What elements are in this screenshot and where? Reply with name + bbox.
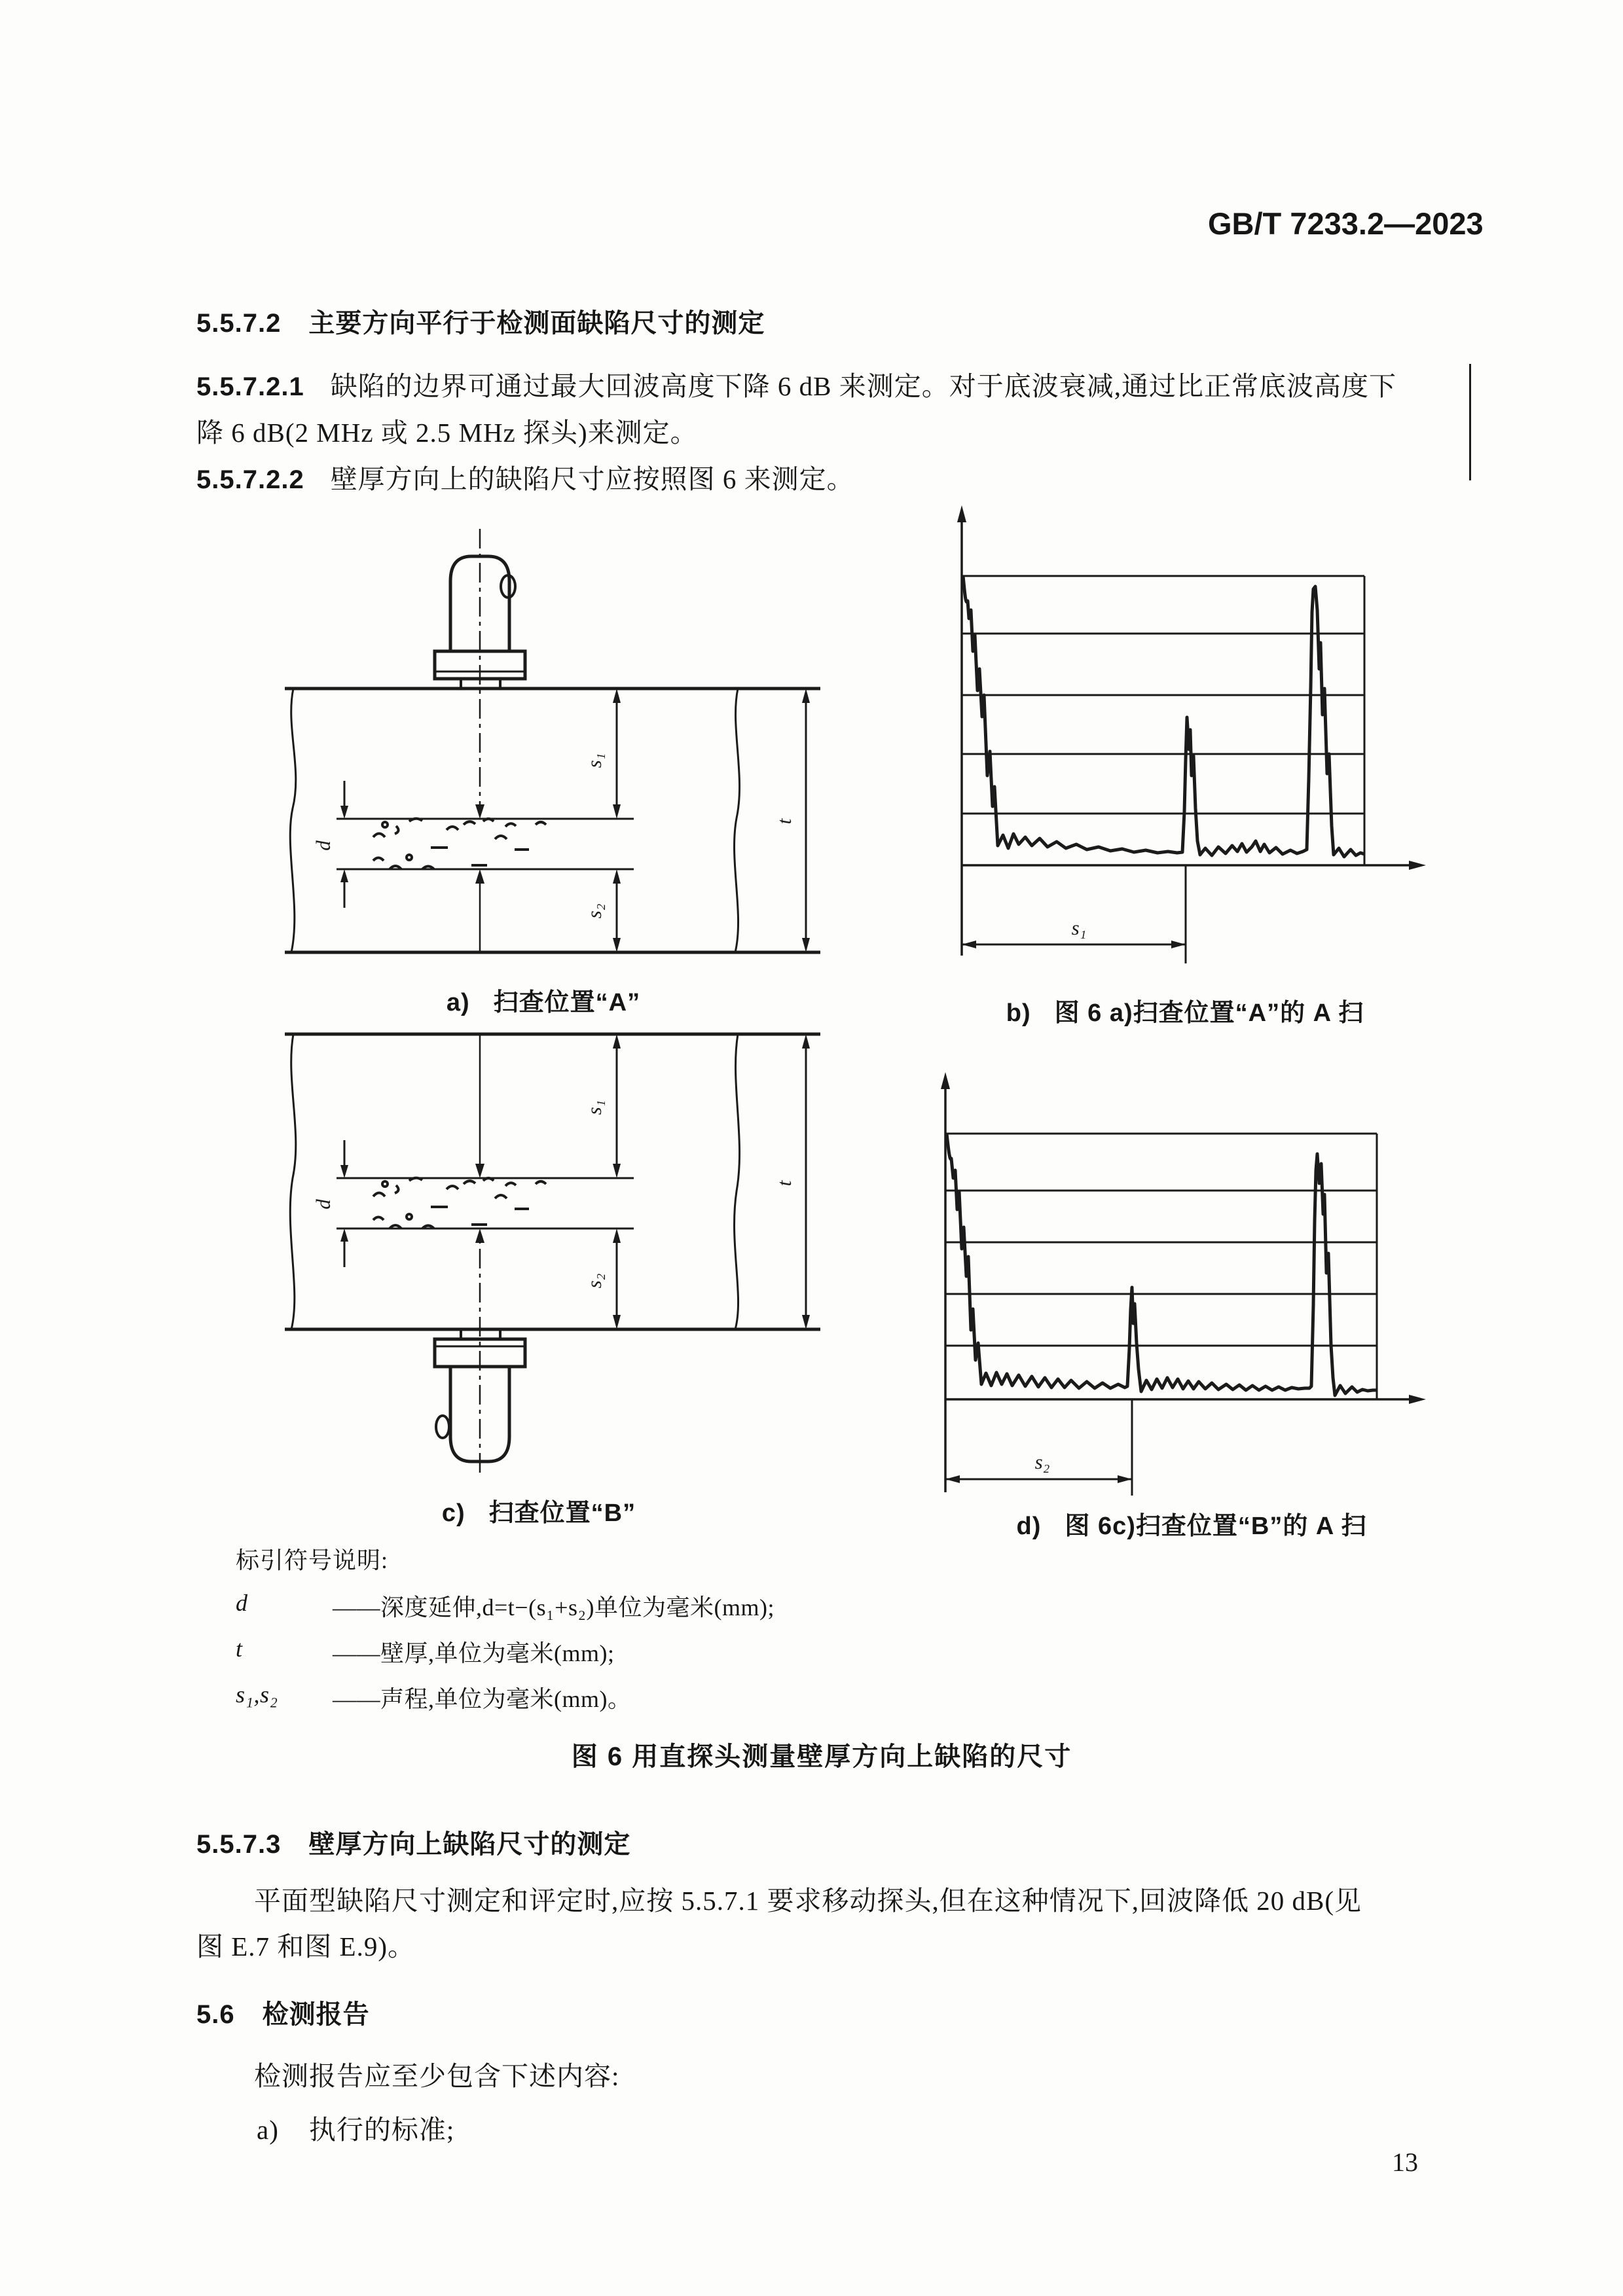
paragraph-text: 壁厚方向上的缺陷尺寸应按照图 6 来测定。 [330, 464, 854, 494]
heading-5-6 [196, 1994, 370, 2031]
subfigure-a-drawing [275, 517, 851, 975]
s1-dimension [962, 916, 1186, 948]
t-label: t [773, 1180, 795, 1187]
list-item-tag: a) [257, 2115, 279, 2145]
clause-number: 5.5.7.3 [196, 1830, 282, 1859]
ascan-grid [962, 576, 1364, 865]
y-axis-arrow-icon [957, 505, 966, 522]
caption-subfigure-d [1017, 1505, 1367, 1541]
d-dimension [312, 781, 348, 908]
s2-dimension [945, 1450, 1132, 1483]
caption-tag: b) [1006, 999, 1031, 1027]
s1-dimension [583, 1034, 621, 1178]
d-label: d [312, 840, 335, 851]
left-break-edge [290, 1034, 296, 1329]
x-axis-arrow-icon [1409, 1395, 1426, 1404]
paragraph-5-5-7-2-2 [196, 463, 854, 495]
caption-subfigure-b [1006, 992, 1364, 1028]
caption-subfigure-a [447, 982, 640, 1018]
s1-label: s₁ [1071, 916, 1087, 939]
header-doc-code: GB/T 7233.2—2023 [1208, 206, 1484, 241]
s2-label: s₂ [583, 1273, 606, 1289]
t-dimension [773, 689, 810, 952]
ascan-trace [947, 1134, 1377, 1395]
clause-number: 5.6 [196, 2000, 235, 2029]
s2-dimension [583, 869, 621, 952]
change-bar [1469, 364, 1471, 480]
material-section [285, 1034, 820, 1329]
page-number: 13 [1392, 2147, 1418, 2177]
clause-title: 检测报告 [262, 2000, 370, 2029]
left-break-edge [290, 689, 296, 952]
legend-row-d [236, 1589, 775, 1623]
clause-title: 壁厚方向上缺陷尺寸的测定 [308, 1830, 631, 1859]
subfigure-c-drawing [275, 1021, 851, 1479]
y-axis-arrow-icon [941, 1072, 950, 1089]
heading-5-5-7-2 [196, 302, 765, 340]
caption-text: 图 6c)扫查位置“B”的 A 扫 [1065, 1513, 1367, 1540]
legend-desc: ——壁厚,单位为毫米(mm); [333, 1640, 615, 1666]
paragraph-5-5-7-2-1-line2: 降 6 dB(2 MHz 或 2.5 MHz 探头)来测定。 [196, 418, 698, 448]
s2-label: s₂ [583, 903, 606, 919]
caption-tag: d) [1016, 1513, 1042, 1540]
right-break-edge [735, 689, 740, 952]
t-label: t [773, 818, 795, 825]
defect-marks [373, 819, 546, 869]
clause-number: 5.5.7.2.2 [196, 465, 304, 494]
legend-title: 标引符号说明: [236, 1547, 389, 1573]
paragraph-5-5-7-3-line1: 平面型缺陷尺寸测定和评定时,应按 5.5.7.1 要求移动探头,但在这种情况下,回波降低 20 dB(见 [254, 1886, 1362, 1916]
caption-tag: a) [446, 989, 470, 1016]
s2-dimension [583, 1229, 621, 1329]
clause-title: 主要方向平行于检测面缺陷尺寸的测定 [308, 309, 765, 338]
caption-tag: c) [441, 1499, 465, 1527]
defect-marks [373, 1178, 546, 1229]
caption-text: 图 6 a)扫查位置“A”的 A 扫 [1054, 999, 1364, 1027]
ascan-trace [963, 576, 1364, 857]
axes [941, 1072, 1426, 1492]
right-break-edge [735, 1034, 740, 1329]
paragraph-5-5-7-2-1-line1 [196, 370, 1396, 403]
figure-6-caption: 图 6 用直探头测量壁厚方向上缺陷的尺寸 [571, 1742, 1072, 1771]
legend-desc: ——声程,单位为毫米(mm)。 [333, 1686, 632, 1712]
caption-subfigure-c [442, 1492, 636, 1528]
paragraph-5-5-7-3-line2: 图 E.7 和图 E.9)。 [196, 1931, 415, 1962]
list-item-text: 执行的标准; [308, 2115, 455, 2145]
legend-row-s [236, 1681, 631, 1714]
subfigure-b-ascan [930, 497, 1427, 982]
d-dimension [312, 1140, 348, 1267]
legend-symbol: s₁,s₂ [236, 1681, 278, 1708]
d-label: d [312, 1199, 335, 1210]
legend-symbol: d [236, 1590, 248, 1616]
clause-number: 5.5.7.2.1 [196, 372, 304, 401]
probe-connector [436, 1416, 449, 1438]
clause-number: 5.5.7.2 [196, 309, 282, 338]
legend-symbol: t [236, 1636, 243, 1662]
heading-5-5-7-3 [196, 1823, 630, 1861]
s1-label: s₁ [583, 1100, 606, 1115]
caption-text: 扫查位置“A” [493, 989, 641, 1016]
paragraph-text: 缺陷的边界可通过最大回波高度下降 6 dB 来测定。对于底波衰减,通过比正常底波高度下 [330, 371, 1397, 401]
x-axis-arrow-icon [1409, 861, 1426, 870]
s1-dimension [583, 689, 621, 819]
subfigure-d-ascan [930, 1060, 1427, 1518]
defect-band [337, 1178, 634, 1229]
t-dimension [773, 1034, 810, 1329]
legend-row-t [236, 1635, 614, 1668]
material-section [285, 689, 820, 952]
s1-label: s₁ [583, 753, 606, 768]
caption-text: 扫查位置“B” [488, 1499, 636, 1527]
paragraph-5-6-intro: 检测报告应至少包含下述内容: [254, 2061, 620, 2091]
s2-label: s₂ [1034, 1450, 1050, 1473]
list-item-a [257, 2114, 454, 2146]
legend-desc: ——深度延伸,d=t−(s₁+s₂)单位为毫米(mm); [333, 1594, 775, 1621]
defect-band [337, 819, 634, 869]
